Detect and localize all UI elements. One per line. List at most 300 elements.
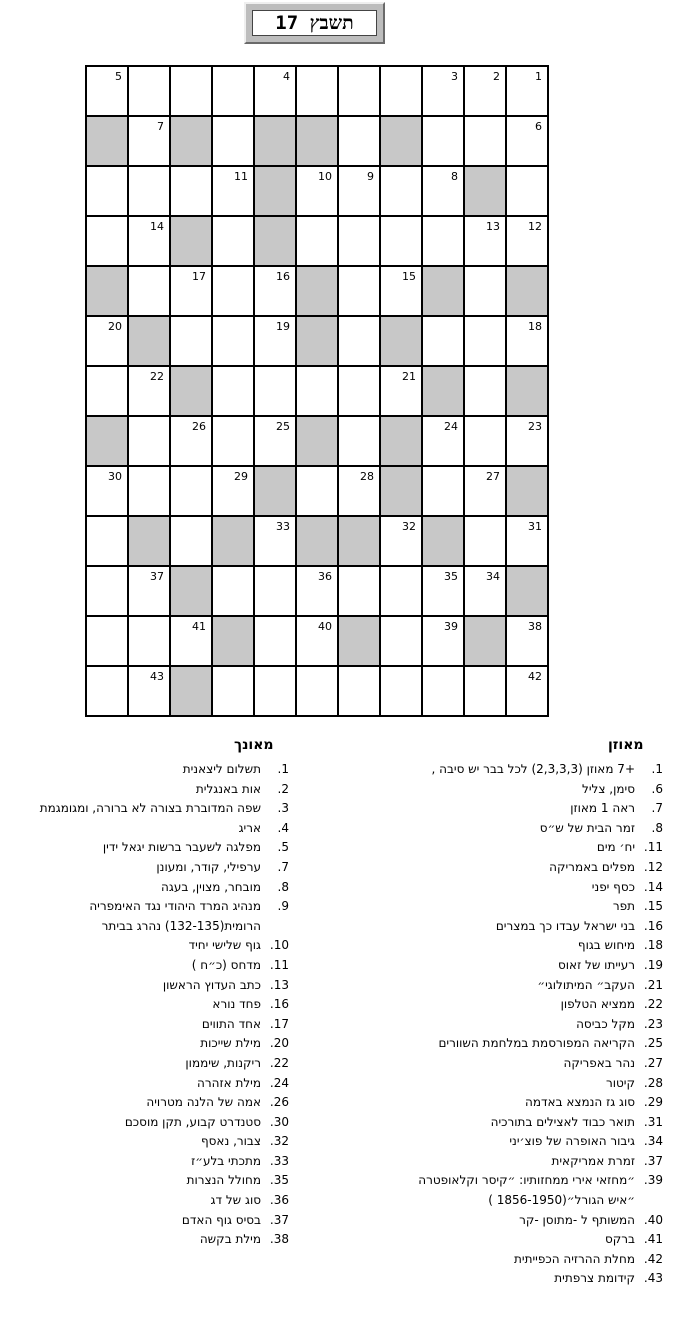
grid-cell[interactable] [339, 667, 379, 715]
grid-cell[interactable] [423, 567, 463, 615]
grid-cell[interactable] [87, 667, 127, 715]
black-cell [87, 267, 127, 315]
grid-cell[interactable] [171, 617, 211, 665]
grid-cell[interactable] [255, 267, 295, 315]
clue-number: 31. [643, 1114, 663, 1129]
clue-text: נהר באפריקה [563, 1055, 635, 1070]
grid-cell[interactable] [129, 617, 169, 665]
clue-number: 22. [643, 997, 663, 1012]
clue-number: 10. [269, 938, 289, 953]
across-clue [333, 956, 663, 976]
grid-cell[interactable] [213, 417, 253, 465]
down-clue [0, 1152, 289, 1172]
cell-number: 31 [528, 520, 542, 533]
grid-cell[interactable] [339, 117, 379, 165]
down-clue [0, 1093, 289, 1113]
grid-cell[interactable] [381, 617, 421, 665]
clue-text: ברקס [604, 1232, 635, 1247]
clue-number: 38. [269, 1232, 289, 1247]
down-clue [0, 976, 289, 996]
grid-cell[interactable] [381, 217, 421, 265]
black-cell [381, 317, 421, 365]
clue-text: יח׳ מים [596, 840, 635, 855]
clue-number: 40. [643, 1212, 663, 1227]
black-cell [171, 217, 211, 265]
cell-number: 42 [528, 670, 542, 683]
grid-cell[interactable] [297, 667, 337, 715]
black-cell [213, 517, 253, 565]
black-cell [423, 367, 463, 415]
black-cell [381, 417, 421, 465]
grid-cell[interactable] [465, 517, 505, 565]
cell-number: 3 [451, 70, 458, 83]
grid-cell[interactable] [297, 67, 337, 115]
grid-cell[interactable] [381, 267, 421, 315]
clue-number: 36. [269, 1193, 289, 1208]
down-clue [0, 799, 289, 819]
clue-number: 7. [651, 801, 663, 816]
black-cell [255, 117, 295, 165]
cell-number: 5 [115, 70, 122, 83]
grid-cell[interactable] [507, 617, 547, 665]
clue-text: אמה של הלנה מטרויה [146, 1095, 261, 1110]
clue-text: גוף שלישי יחיד [188, 938, 261, 953]
across-clue [333, 1054, 663, 1074]
black-cell [171, 117, 211, 165]
grid-cell[interactable] [381, 367, 421, 415]
cell-number: 21 [402, 370, 416, 383]
across-clue [333, 1269, 663, 1289]
puzzle-title-plaque [244, 2, 385, 44]
black-cell [507, 567, 547, 615]
grid-cell[interactable] [87, 317, 127, 365]
cell-number: 26 [192, 420, 206, 433]
grid-cell[interactable] [381, 567, 421, 615]
cell-number: 43 [150, 670, 164, 683]
grid-cell[interactable] [339, 567, 379, 615]
clue-text: קיטור [605, 1075, 635, 1090]
grid-cell[interactable] [213, 267, 253, 315]
down-heading: מאונך [234, 737, 274, 753]
grid-cell[interactable] [255, 67, 295, 115]
black-cell [129, 517, 169, 565]
grid-cell[interactable] [297, 167, 337, 215]
clue-text: מנהיג המרד היהודי נגד האימפריה [89, 899, 261, 914]
down-clue-list [0, 760, 289, 1250]
cell-number: 9 [367, 170, 374, 183]
black-cell [213, 617, 253, 665]
clue-text: צבור, נאסף [200, 1134, 261, 1149]
clue-text: ״מחזאי אירי ממחזותיו: ״קיסר וקלאופטרה [418, 1173, 635, 1188]
across-clue [333, 858, 663, 878]
across-clue [333, 1015, 663, 1035]
grid-cell[interactable] [339, 467, 379, 515]
grid-cell[interactable] [129, 467, 169, 515]
black-cell [507, 367, 547, 415]
cell-number: 16 [276, 270, 290, 283]
grid-cell[interactable] [171, 317, 211, 365]
clue-number: 37. [643, 1153, 663, 1168]
across-clue [333, 1074, 663, 1094]
cell-number: 11 [234, 170, 248, 183]
across-clue [333, 819, 663, 839]
clue-text: מובחר, מצוין, בעגה [161, 879, 261, 894]
grid-cell[interactable] [507, 417, 547, 465]
grid-cell[interactable] [381, 667, 421, 715]
grid-cell[interactable] [171, 67, 211, 115]
puzzle-title: תשבץ 17 [275, 11, 354, 34]
down-clue [0, 956, 289, 976]
black-cell [381, 117, 421, 165]
grid-cell[interactable] [171, 167, 211, 215]
grid-cell[interactable] [507, 517, 547, 565]
clue-text: סוג של דג [210, 1193, 261, 1208]
clue-number: 22. [269, 1055, 289, 1070]
grid-cell[interactable] [465, 67, 505, 115]
clue-number: 42. [643, 1251, 663, 1266]
grid-cell[interactable] [87, 517, 127, 565]
clue-text: שפה המדוברת בצורה לא ברורה, ומגומגמת [39, 801, 261, 816]
grid-cell[interactable] [339, 167, 379, 215]
grid-cell[interactable] [213, 367, 253, 415]
down-clue [0, 760, 289, 780]
black-cell [255, 217, 295, 265]
black-cell [297, 117, 337, 165]
grid-cell[interactable] [129, 67, 169, 115]
down-clue [0, 1074, 289, 1094]
across-clue [333, 897, 663, 917]
grid-cell[interactable] [213, 67, 253, 115]
grid-cell[interactable] [255, 667, 295, 715]
grid-cell[interactable] [297, 617, 337, 665]
clue-text: ״איש הגורל״(1856-1950 ) [488, 1193, 635, 1208]
down-clue [0, 1113, 289, 1133]
cell-number: 28 [360, 470, 374, 483]
cell-number: 8 [451, 170, 458, 183]
down-clue [0, 838, 289, 858]
clue-number: 30. [269, 1114, 289, 1129]
clue-number: 20. [269, 1036, 289, 1051]
cell-number: 6 [535, 120, 542, 133]
black-cell [339, 617, 379, 665]
black-cell [297, 417, 337, 465]
clue-number: 39. [643, 1173, 663, 1188]
grid-cell[interactable] [465, 217, 505, 265]
cell-number: 25 [276, 420, 290, 433]
across-clue [333, 1250, 663, 1270]
clue-number: 17. [269, 1016, 289, 1031]
black-cell [171, 567, 211, 615]
grid-cell[interactable] [129, 567, 169, 615]
grid-cell[interactable] [255, 567, 295, 615]
clue-text: אריג [238, 820, 261, 835]
black-cell [255, 167, 295, 215]
clue-number: 3. [277, 801, 289, 816]
clue-text: אות באנגלית [195, 781, 261, 796]
grid-cell[interactable] [87, 167, 127, 215]
across-clue [333, 995, 663, 1015]
clue-text: ראה 1 מאוזן [570, 801, 635, 816]
clue-text: מילת שייכות [200, 1036, 261, 1051]
cell-number: 41 [192, 620, 206, 633]
clue-number: 18. [643, 938, 663, 953]
grid-cell[interactable] [297, 567, 337, 615]
grid-cell[interactable] [465, 667, 505, 715]
clue-number: 43. [643, 1271, 663, 1286]
clue-number: 33. [269, 1153, 289, 1168]
grid-cell[interactable] [213, 667, 253, 715]
clue-number: 1. [651, 762, 663, 776]
grid-cell[interactable] [423, 467, 463, 515]
clue-number: 13. [269, 977, 289, 992]
across-clue-list [333, 760, 663, 1289]
grid-cell[interactable] [339, 317, 379, 365]
across-clue [333, 878, 663, 898]
clue-text: כסף יפני [591, 879, 635, 894]
clue-number: 24. [269, 1075, 289, 1090]
grid-cell[interactable] [465, 367, 505, 415]
down-clue [0, 995, 289, 1015]
grid-cell[interactable] [213, 117, 253, 165]
clue-text: מקל כביסה [576, 1016, 635, 1031]
clue-text: הקריאה המפורסמת במלחמת השוורים [438, 1036, 635, 1051]
clue-number: 8. [651, 820, 663, 835]
grid-cell[interactable] [423, 67, 463, 115]
grid-cell[interactable] [381, 517, 421, 565]
grid-cell[interactable] [171, 267, 211, 315]
clue-number: 26. [269, 1095, 289, 1110]
grid-cell[interactable] [213, 467, 253, 515]
across-clue [333, 780, 663, 800]
grid-cell[interactable] [255, 367, 295, 415]
grid-cell[interactable] [381, 167, 421, 215]
cell-number: 37 [150, 570, 164, 583]
grid-cell[interactable] [465, 417, 505, 465]
grid-cell[interactable] [465, 467, 505, 515]
clue-text: תואר כבוד לאצילים בתורכיה [490, 1114, 635, 1129]
grid-cell[interactable] [171, 467, 211, 515]
grid-cell[interactable] [87, 217, 127, 265]
clue-text: +7 מאוזן (2,3,3,3) לכל בבר יש סיבה , [431, 762, 635, 776]
cell-number: 7 [157, 120, 164, 133]
grid-cell[interactable] [129, 267, 169, 315]
grid-cell[interactable] [129, 217, 169, 265]
grid-cell[interactable] [507, 317, 547, 365]
cell-number: 18 [528, 320, 542, 333]
clue-number: 9. [277, 899, 289, 914]
clue-text: סימן, צליל [582, 781, 635, 796]
grid-cell[interactable] [255, 617, 295, 665]
black-cell [129, 317, 169, 365]
cell-number: 24 [444, 420, 458, 433]
grid-cell[interactable] [339, 217, 379, 265]
clue-text: אחד התווים [201, 1016, 261, 1031]
down-clue [0, 780, 289, 800]
grid-cell[interactable] [507, 217, 547, 265]
cell-number: 35 [444, 570, 458, 583]
grid-cell[interactable] [129, 417, 169, 465]
grid-cell[interactable] [129, 667, 169, 715]
clue-number: 1. [277, 762, 289, 776]
down-clue [0, 1034, 289, 1054]
grid-cell[interactable] [339, 267, 379, 315]
puzzle-title-frame [252, 10, 377, 36]
grid-cell[interactable] [423, 117, 463, 165]
black-cell [87, 117, 127, 165]
black-cell [297, 317, 337, 365]
cell-number: 12 [528, 220, 542, 233]
cell-number: 4 [283, 70, 290, 83]
clue-text: זמר הבית של ש״ס [539, 820, 635, 835]
clue-number: 12. [643, 859, 663, 874]
grid-cell[interactable] [87, 567, 127, 615]
grid-cell[interactable] [507, 667, 547, 715]
clue-number: 7. [277, 859, 289, 874]
clue-text: פחד נורא [212, 997, 261, 1012]
cell-number: 1 [535, 70, 542, 83]
grid-cell[interactable] [339, 67, 379, 115]
grid-cell[interactable] [423, 217, 463, 265]
grid-cell[interactable] [255, 317, 295, 365]
clue-text: כתב העדוץ הראשון [162, 977, 261, 992]
clue-text: תשלום ליצאנית [182, 762, 261, 776]
clue-text: ממציא הטלפון [560, 997, 635, 1012]
grid-cell[interactable] [129, 367, 169, 415]
down-clue [0, 1191, 289, 1211]
grid-cell[interactable] [213, 167, 253, 215]
clue-number: 32. [269, 1134, 289, 1149]
clue-number: 37. [269, 1212, 289, 1227]
cell-number: 33 [276, 520, 290, 533]
grid-cell[interactable] [381, 67, 421, 115]
clue-number: 41. [643, 1232, 663, 1247]
cell-number: 39 [444, 620, 458, 633]
grid-cell[interactable] [297, 217, 337, 265]
clue-number: 6. [651, 781, 663, 796]
grid-cell[interactable] [465, 317, 505, 365]
grid-cell[interactable] [423, 417, 463, 465]
grid-cell[interactable] [255, 417, 295, 465]
clue-number: 16. [269, 997, 289, 1012]
clue-text: גיבור האופרה של פוצ׳יני [509, 1134, 635, 1149]
across-clue [333, 1132, 663, 1152]
clue-text: המשותף ל -מתוסן -קר [519, 1212, 635, 1227]
black-cell [465, 617, 505, 665]
clue-number: 15. [643, 899, 663, 914]
grid-cell[interactable] [507, 67, 547, 115]
cell-number: 23 [528, 420, 542, 433]
cell-number: 15 [402, 270, 416, 283]
grid-cell[interactable] [171, 517, 211, 565]
cell-number: 29 [234, 470, 248, 483]
grid-cell[interactable] [423, 317, 463, 365]
across-clue [333, 936, 663, 956]
clue-text: רעייתו של זאוס [558, 957, 635, 972]
black-cell [507, 267, 547, 315]
grid-cell[interactable] [423, 617, 463, 665]
black-cell [423, 517, 463, 565]
grid-cell[interactable] [87, 67, 127, 115]
grid-cell[interactable] [465, 117, 505, 165]
clue-number: 11. [643, 840, 663, 855]
grid-cell[interactable] [423, 667, 463, 715]
grid-cell[interactable] [213, 217, 253, 265]
down-clue [0, 917, 289, 937]
clue-text: זמרת אמריקאית [551, 1153, 635, 1168]
grid-cell[interactable] [87, 617, 127, 665]
clue-text: סוג גז הנמצא באדמה [525, 1095, 635, 1110]
grid-cell[interactable] [129, 167, 169, 215]
cell-number: 13 [486, 220, 500, 233]
grid-cell[interactable] [87, 467, 127, 515]
across-heading: מאוזן [608, 737, 644, 753]
clue-text: ערפילי, קודר, ומעונן [156, 859, 261, 874]
grid-cell[interactable] [213, 567, 253, 615]
grid-cell[interactable] [339, 367, 379, 415]
clue-number: 11. [269, 957, 289, 972]
grid-cell[interactable] [297, 367, 337, 415]
black-cell [507, 467, 547, 515]
clue-number: 8. [277, 879, 289, 894]
down-clue [0, 897, 289, 917]
grid-cell[interactable] [465, 267, 505, 315]
across-clue [333, 1093, 663, 1113]
cell-number: 38 [528, 620, 542, 633]
across-clue [333, 1152, 663, 1172]
across-clue [333, 976, 663, 996]
grid-cell[interactable] [465, 567, 505, 615]
cell-number: 36 [318, 570, 332, 583]
cell-number: 30 [108, 470, 122, 483]
clue-number: 2. [277, 781, 289, 796]
clue-text: תפר [612, 899, 635, 914]
cell-number: 27 [486, 470, 500, 483]
across-clue [333, 1230, 663, 1250]
cell-number: 20 [108, 320, 122, 333]
across-clue [333, 799, 663, 819]
grid-cell[interactable] [339, 417, 379, 465]
cell-number: 40 [318, 620, 332, 633]
across-clue [333, 838, 663, 858]
clue-text: סטנדרט קבוע, תקן מוסכם [124, 1114, 261, 1129]
grid-cell[interactable] [213, 317, 253, 365]
grid-cell[interactable] [507, 167, 547, 215]
clue-text: ריקנות, שיממון [185, 1055, 261, 1070]
down-clue [0, 1171, 289, 1191]
clue-text: מפלים באמריקה [549, 859, 635, 874]
cell-number: 34 [486, 570, 500, 583]
clue-number: 34. [643, 1134, 663, 1149]
across-clue [333, 1171, 663, 1191]
black-cell [171, 667, 211, 715]
clue-number: 16. [643, 918, 663, 933]
cell-number: 22 [150, 370, 164, 383]
grid-cell[interactable] [297, 467, 337, 515]
clue-text: בסיס גוף האדם [181, 1212, 261, 1227]
grid-cell[interactable] [507, 117, 547, 165]
clue-number: 14. [643, 879, 663, 894]
black-cell [87, 417, 127, 465]
grid-cell[interactable] [255, 517, 295, 565]
black-cell [255, 467, 295, 515]
grid-cell[interactable] [423, 167, 463, 215]
clue-number: 19. [643, 957, 663, 972]
cell-number: 2 [493, 70, 500, 83]
clue-text: מפלגה לשעבר ברשות יגאל ידין [102, 840, 261, 855]
grid-cell[interactable] [171, 417, 211, 465]
grid-cell[interactable] [129, 117, 169, 165]
grid-cell[interactable] [87, 367, 127, 415]
